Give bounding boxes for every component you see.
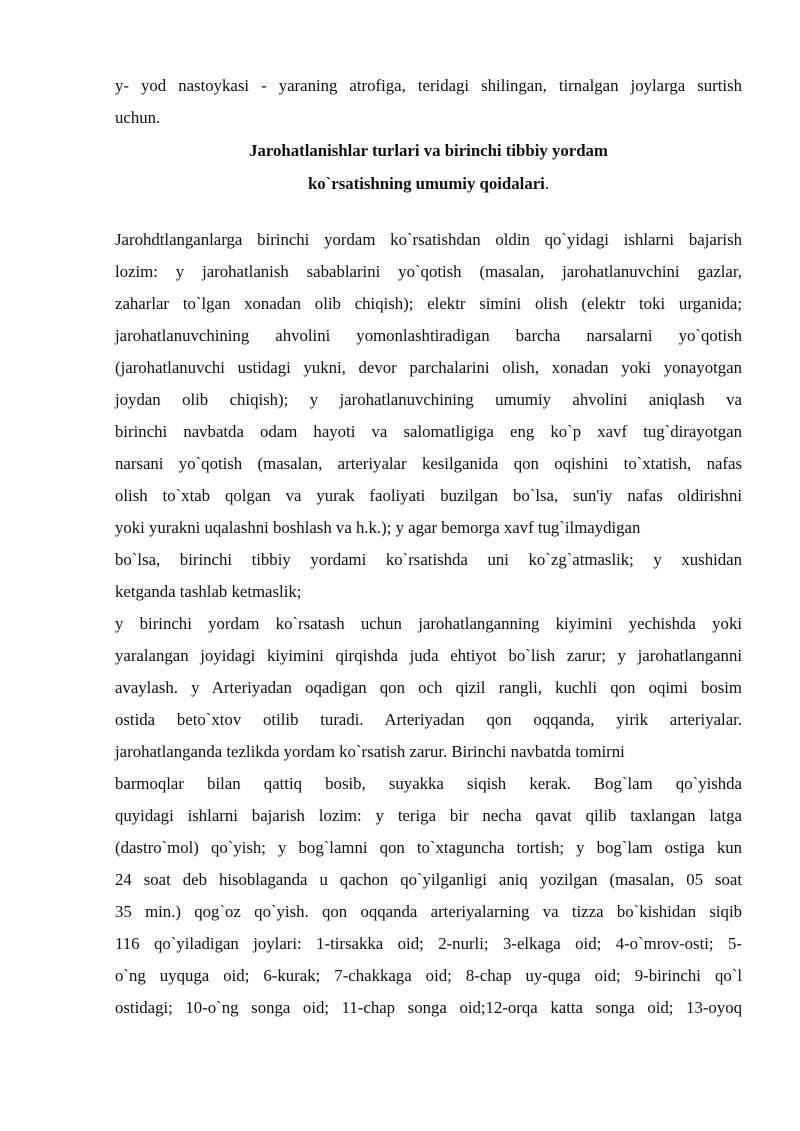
title-line-2 bbox=[115, 167, 742, 200]
text-line: barmoqlar bilan qattiq bosib, suyakka siqish kerak. Bog`lam qo`yishda bbox=[115, 774, 742, 793]
text-line: avaylash. y Arteriyadan oqadigan qon och qizil rangli, kuchli qon oqimi bosim bbox=[115, 678, 742, 697]
text-line: joydan olib chiqish); y jarohatlanuvchining umumiy ahvolini aniqlash va bbox=[115, 390, 742, 409]
text-line: olish to`xtab qolgan va yurak faoliyati buzilgan bo`lsa, sun'iy nafas oldirishni bbox=[115, 486, 742, 505]
intro-line-1: y- yod nastoykasi - yaraning atrofiga, teridagi shilingan, tirnalgan joylarga surtish bbox=[115, 76, 742, 95]
text-line: Jarohdtlanganlarga birinchi yordam ko`rsatishdan oldin qo`yidagi ishlarni bajarish bbox=[115, 230, 742, 249]
text-line: birinchi navbatda odam hayoti va salomatligiga eng ko`p xavf tug`dirayotgan bbox=[115, 422, 742, 441]
text-line: jarohatlanuvchining ahvolini yomonlashtiradigan barcha narsalarni yo`qotish bbox=[115, 326, 742, 345]
text-line: 35 min.) qog`oz qo`yish. qon oqqanda arteriyalarning va tizza bo`kishidan siqib bbox=[115, 902, 742, 921]
text-line: zaharlar to`lgan xonadan olib chiqish); elektr simini olish (elektr toki urganida; bbox=[115, 294, 742, 313]
text-line: (jarohatlanuvchi ustidagi yukni, devor parchalarini olish, xonadan yoki yonayotgan bbox=[115, 358, 742, 377]
text-line: yaralangan joyidagi kiyimini qirqishda juda ehtiyot bo`lish zarur; y jarohatlanganni bbox=[115, 646, 742, 665]
text-line: (dastro`mol) qo`yish; y bog`lamni qon to`xtaguncha tortish; y bog`lam ostiga kun bbox=[115, 838, 742, 857]
text-line: 116 qo`yiladigan joylari: 1-tirsakka oid; 2-nurli; 3-elkaga oid; 4-o`mrov-osti; 5- bbox=[115, 934, 742, 953]
section-title bbox=[115, 134, 742, 200]
text-line: bo`lsa, birinchi tibbiy yordami ko`rsatishda uni ko`zg`atmaslik; y xushidan bbox=[115, 550, 742, 569]
text-line: 24 soat deb hisoblaganda u qachon qo`yilganligi aniq yozilgan (masalan, 05 soat bbox=[115, 870, 742, 889]
paragraph-1 bbox=[115, 224, 742, 608]
intro-line-2: uchun. bbox=[115, 108, 161, 127]
text-line: ostidagi; 10-o`ng songa oid; 11-chap songa oid;12-orqa katta songa oid; 13-oyoq bbox=[115, 998, 742, 1017]
text-line: lozim: y jarohatlanish sabablarini yo`qotish (masalan, jarohatlanuvchini gazlar, bbox=[115, 262, 742, 281]
text-line: yoki yurakni uqalashni boshlash va h.k.); y agar bemorga xavf tug`ilmaydigan bbox=[115, 518, 641, 537]
text-line: y birinchi yordam ko`rsatash uchun jarohatlanganning kiyimini yechishda yoki bbox=[115, 614, 742, 633]
paragraph-2 bbox=[115, 608, 742, 1024]
title-line-2-period: . bbox=[544, 174, 550, 193]
text-line: o`ng uyquga oid; 6-kurak; 7-chakkaga oid; 8-chap uy-quga oid; 9-birinchi qo`l bbox=[115, 966, 742, 985]
text-line: jarohatlanganda tezlikda yordam ko`rsatish zarur. Birinchi navbatda tomirni bbox=[115, 742, 625, 761]
text-line: ostida beto`xtov otilib turadi. Arteriyadan qon oqqanda, yirik arteriyalar. bbox=[115, 710, 742, 729]
text-line: narsani yo`qotish (masalan, arteriyalar kesilganida qon oqishini to`xtatish, nafas bbox=[115, 454, 742, 473]
text-line: quyidagi ishlarni bajarish lozim: y teriga bir necha qavat qilib taxlangan latga bbox=[115, 806, 742, 825]
text-line: ketganda tashlab ketmaslik; bbox=[115, 582, 302, 601]
paragraph-gap bbox=[115, 200, 742, 224]
title-line-2-text: ko`rsatishning umumiy qoidalari bbox=[307, 174, 545, 193]
title-line-1: Jarohatlanishlar turlari va birinchi tibbiy yordam bbox=[249, 141, 608, 160]
